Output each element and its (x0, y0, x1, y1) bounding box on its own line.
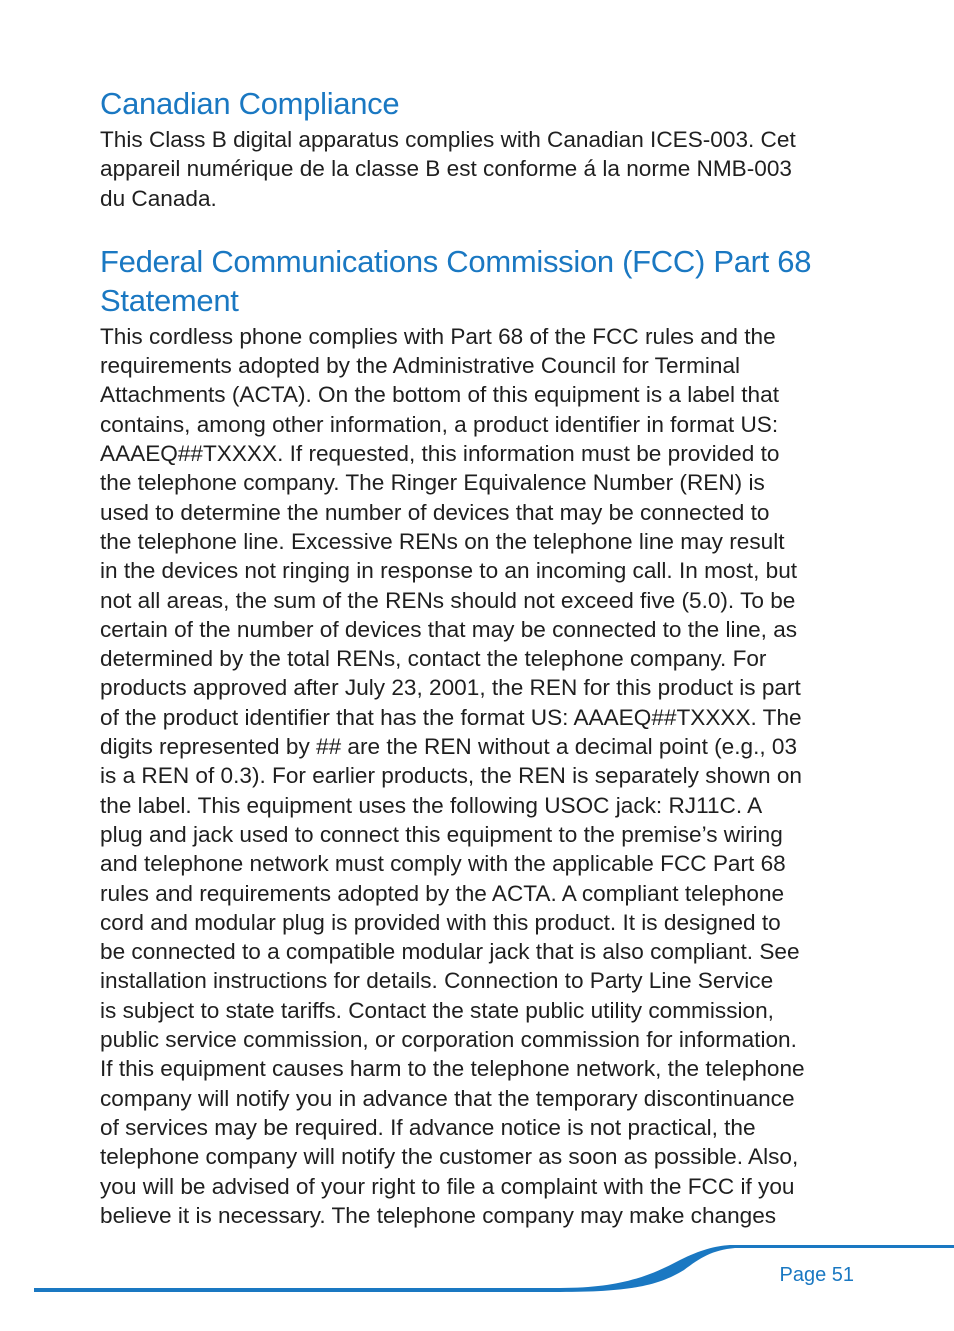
text-line: installation instructions for details. Connection to Party Line Service (100, 968, 774, 994)
text-line: digits represented by ## are the REN without a decimal point (e.g., 03 (100, 734, 798, 760)
text-line: the telephone line. Excessive RENs on the telephone line may result (100, 528, 785, 554)
text-line: not all areas, the sum of the RENs should not exceed five (5.0). To be (100, 587, 796, 613)
title-line: Federal Communications Commission (FCC) Part 68 (100, 243, 812, 279)
fcc-part-68-paragraph (100, 322, 890, 1230)
page-number: Page 51 (779, 1264, 854, 1286)
text-line: Attachments (ACTA). On the bottom of this equipment is a label that (100, 382, 779, 408)
text-line: and telephone network must comply with the applicable FCC Part 68 (100, 851, 786, 877)
text-line: This cordless phone complies with Part 68 of the FCC rules and the (100, 323, 776, 349)
text-line: contains, among other information, a product identifier in format US: (100, 411, 779, 437)
section-title-canadian-compliance (100, 84, 890, 123)
text-line: requirements adopted by the Administrative Council for Terminal (100, 353, 741, 379)
title-line: Canadian Compliance (100, 86, 400, 121)
text-line: determined by the total RENs, contact the telephone company. For (100, 646, 767, 672)
text-line: used to determine the number of devices that may be connected to (100, 499, 770, 525)
canadian-compliance-paragraph (100, 125, 890, 213)
text-line: cord and modular plug is provided with this product. It is designed to (100, 909, 781, 935)
text-line: rules and requirements adopted by the ACTA. A compliant telephone (100, 880, 785, 906)
text-line: of the product identifier that has the format US: AAAEQ##TXXXX. The (100, 704, 802, 730)
text-line: the telephone company. The Ringer Equivalence Number (REN) is (100, 470, 765, 496)
document-body (100, 84, 890, 1230)
text-line: If this equipment causes harm to the telephone network, the telephone (100, 1056, 805, 1082)
text-line: believe it is necessary. The telephone company may make changes (100, 1202, 777, 1228)
text-line: du Canada. (100, 185, 217, 211)
text-line: public service commission, or corporation commission for information. (100, 1027, 797, 1053)
text-line: telephone company will notify the customer as soon as possible. Also, (100, 1144, 799, 1170)
text-line: be connected to a compatible modular jack that is also compliant. See (100, 939, 800, 965)
text-line: This Class B digital apparatus complies with Canadian ICES-003. Cet (100, 127, 796, 152)
text-line: AAAEQ##TXXXX. If requested, this information must be provided to (100, 441, 780, 467)
text-line: is subject to state tariffs. Contact the state public utility commission, (100, 997, 774, 1023)
title-line: Statement (100, 282, 239, 318)
text-line: in the devices not ringing in response to an incoming call. In most, but (100, 558, 798, 584)
text-line: plug and jack used to connect this equipment to the premise’s wiring (100, 821, 783, 847)
text-line: of services may be required. If advance notice is not practical, the (100, 1114, 756, 1140)
text-line: appareil numérique de la classe B est conforme á la norme NMB-003 (100, 156, 792, 182)
text-line: products approved after July 23, 2001, the REN for this product is part (100, 675, 801, 701)
text-line: you will be advised of your right to file a complaint with the FCC if you (100, 1173, 795, 1199)
text-line: is a REN of 0.3). For earlier products, the REN is separately shown on (100, 763, 802, 789)
section-title-fcc-part-68 (100, 242, 890, 320)
text-line: certain of the number of devices that may be connected to the line, as (100, 616, 798, 642)
text-line: the label. This equipment uses the following USOC jack: RJ11C. A (100, 792, 763, 818)
text-line: company will notify you in advance that the temporary discontinuance (100, 1085, 795, 1111)
